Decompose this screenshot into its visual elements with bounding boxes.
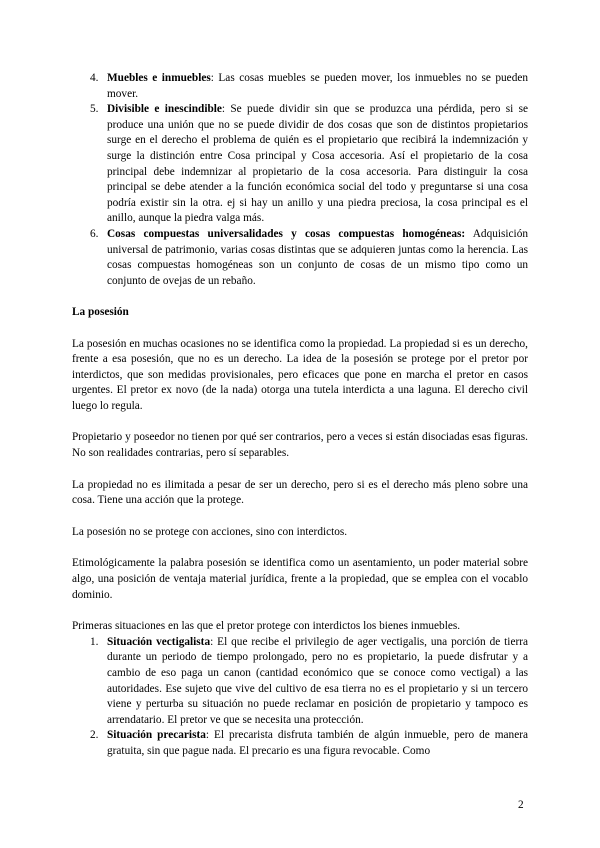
list-item bbox=[72, 71, 528, 102]
list-text: : El precarista disfruta también de algún inmueble, pero de manera gratuita, sin que pague nada. El precario es una figura revocable. Como bbox=[107, 729, 528, 757]
property-types-list bbox=[72, 71, 528, 289]
paragraph: La propiedad no es ilimitada a pesar de ser un derecho, pero si es el derecho más pleno sobre una cosa. Tiene una acción que la protege. bbox=[72, 478, 528, 507]
list-text: : Las cosas muebles se pueden mover, los inmuebles no se pueden mover. bbox=[107, 72, 528, 100]
list-number: 2. bbox=[90, 729, 99, 742]
list-item bbox=[72, 102, 528, 227]
list-text: : El que recibe el privilegio de ager vectigalis, una porción de tierra durante un periodo de tiempo prolongado, pero no es propietario, la puede disfrutar y a cambio de eso paga un canon (cantidad económico que se conoce como vectigal) a las autoridades. Ese sujeto que vive del cultivo de esa tierra no es el propietario y si un tercero viene y perturba su situación no puede reclamar en posición de propietario y tampoco es arrendatario. El pretor ve que se necesita una protección. bbox=[107, 635, 528, 726]
situations-list bbox=[72, 635, 528, 760]
list-text: Adquisición universal de patrimonio, varias cosas distintas que se adquieren juntas como la herencia. Las cosas compuestas homogéneas son un conjunto de cosas de un mismo tipo como un conjunto de ovejas de un rebaño. bbox=[107, 227, 528, 287]
list-term: Situación vectigalista bbox=[107, 635, 211, 648]
list-term: Situación precarista bbox=[107, 729, 206, 742]
list-number: 1. bbox=[90, 635, 99, 648]
list-number: 5. bbox=[90, 103, 99, 116]
list-number: 4. bbox=[90, 72, 99, 84]
list-intro: Primeras situaciones en las que el pretor protege con interdictos los bienes inmuebles. bbox=[72, 620, 461, 633]
paragraph: Etimológicamente la palabra posesión se identifica como un asentamiento, un poder material sobre algo, una posición de ventaja material jurídica, frente a la propiedad, que se emplea con el vocablo dominio. bbox=[72, 557, 528, 601]
page-number: 2 bbox=[518, 799, 524, 811]
section-title: La posesión bbox=[72, 305, 129, 318]
paragraph: La posesión no se protege con acciones, sino con interdictos. bbox=[72, 525, 348, 538]
list-term: Divisible e inescindible bbox=[107, 103, 222, 116]
list-number: 6. bbox=[90, 227, 99, 240]
document-page bbox=[72, 71, 528, 760]
paragraph: La posesión en muchas ocasiones no se identifica como la propiedad. La propiedad si es un derecho, frente a esa posesión, que no es un derecho. La idea de la posesión se protege por el pretor por interdictos, que son medidas provisionales, pero eficaces que pone en marcha el pretor en casos urgentes. El pretor ex novo (de la nada) otorga una tutela interdicta a una laguna. El derecho civil luego lo regula. bbox=[72, 337, 528, 412]
list-item bbox=[72, 728, 528, 759]
list-text: : Se puede dividir sin que se produzca una pérdida, pero si se produce una unión que no se puede dividir de dos cosas que son de distintos propietarios surge en el derecho el problema de quién es el propietario que recibirá la indemnización y surge la distinción entre Cosa principal y Cosa accesoria. Así el propietario de la cosa principal debe indemnizar al propietario de la cosa accesoria. Para distinguir la cosa principal se debe atender a la función económica social del todo y preguntarse si una cosa podría existir sin la otra. ej si hay un anillo y una piedra preciosa, la cosa principal es el anillo, aunque la piedra valga más. bbox=[107, 103, 528, 225]
list-item bbox=[72, 227, 528, 289]
list-item bbox=[72, 635, 528, 729]
list-term: Cosas compuestas universalidades y cosas compuestas homogéneas: bbox=[107, 227, 466, 240]
list-term: Muebles e inmuebles bbox=[107, 72, 211, 84]
paragraph: Propietario y poseedor no tienen por qué ser contrarios, pero a veces si están disociadas esas figuras. No son realidades contrarias, pero sí separables. bbox=[72, 431, 528, 460]
